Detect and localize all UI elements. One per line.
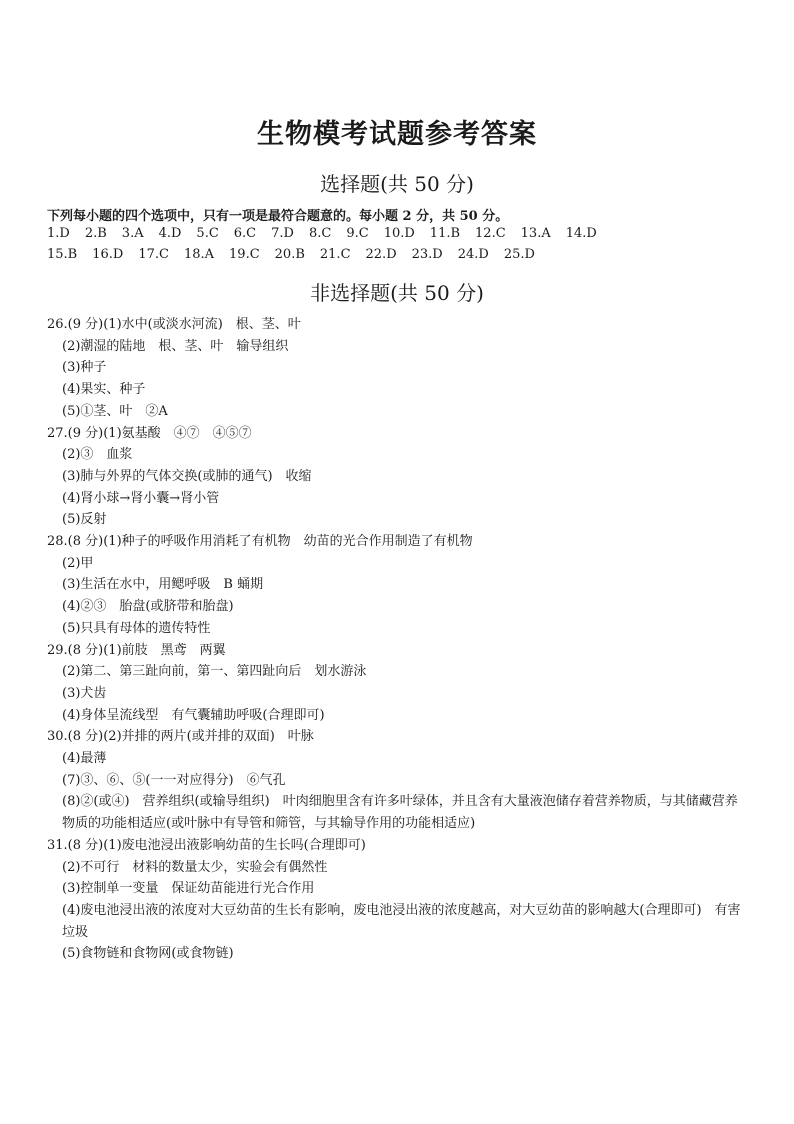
answer-line: (3)种子: [62, 360, 107, 376]
choice-answer: 20.B: [274, 247, 305, 262]
answer-line: (2)第二、第三趾向前，第一、第四趾向后 划水游泳: [62, 664, 367, 680]
choice-answer: 23.D: [411, 247, 443, 262]
answer-line: (4)②③ 胎盘(或脐带和胎盘): [62, 599, 234, 615]
choice-answer: 12.C: [475, 226, 506, 241]
answer-line: (3)控制单一变量 保证幼苗能进行光合作用: [62, 881, 315, 897]
answer-line: (2)③ 血浆: [62, 447, 133, 463]
question-head: 29.(8 分)(1)前肢 黑鸢 两翼: [47, 642, 226, 658]
choice-answer: 19.C: [229, 247, 260, 262]
section-heading-choice: 选择题(共 50 分): [320, 172, 474, 196]
answer-line: (3)犬齿: [62, 685, 107, 701]
answer-paragraph: (4)废电池浸出液的浓度对大豆幼苗的生长有影响，废电池浸出液的浓度越高，对大豆幼苗的影响越大(合理即可) 有害垃圾: [62, 902, 741, 940]
choice-answer: 17.C: [138, 247, 169, 262]
answer-line: (3)生活在水中，用鳃呼吸 B 蛹期: [62, 577, 264, 593]
choice-answer: 24.D: [457, 247, 489, 262]
choice-answer: 1.D: [47, 226, 70, 241]
choice-answer: 10.D: [383, 226, 415, 241]
choice-answers-row-2: [47, 247, 550, 262]
choice-answer: 6.C: [233, 226, 257, 241]
choice-answer: 21.C: [319, 247, 351, 262]
answer-line: (4)身体呈流线型 有气囊辅助呼吸(合理即可): [62, 707, 325, 723]
choice-answer: 2.B: [84, 226, 107, 241]
answer-line: (2)不可行 材料的数量太少，实验会有偶然性: [62, 859, 328, 875]
question-head: 26.(9 分)(1)水中(或淡水河流) 根、茎、叶: [47, 317, 301, 332]
choice-answer: 4.D: [158, 226, 182, 241]
answer-line: (5)反射: [62, 512, 107, 528]
choice-answer: 9.C: [346, 226, 369, 241]
nonchoice-answers: [47, 314, 747, 965]
choice-instruction: 下列每小题的四个选项中，只有一项是最符合题意的。每小题 2 分，共 50 分。: [47, 209, 509, 224]
answer-line: (2)甲: [62, 555, 94, 571]
question-30: [47, 726, 747, 835]
question-head: 27.(9 分)(1)氨基酸 ④⑦ ④⑤⑦: [47, 425, 252, 441]
answer-line: (7)③、⑥、⑤(一一对应得分) ⑥气孔: [62, 772, 286, 788]
answer-line: (4)最薄: [62, 751, 107, 767]
choice-answer: 3.A: [121, 226, 144, 241]
choice-answer: 15.B: [47, 247, 78, 262]
question-head: 31.(8 分)(1)废电池浸出液影响幼苗的生长吗(合理即可): [47, 837, 366, 853]
answer-line: (4)果实、种子: [62, 382, 146, 398]
answer-line: (5)食物链和食物网(或食物链): [62, 946, 234, 962]
choice-answer: 13.A: [520, 226, 551, 241]
answer-line: (2)潮湿的陆地 根、茎、叶 输导组织: [62, 338, 289, 354]
choice-answer: 5.C: [196, 226, 219, 241]
answer-line: (4)肾小球→肾小囊→肾小管: [62, 490, 220, 506]
choice-answer: 16.D: [92, 247, 124, 262]
answer-paragraph: (8)②(或④) 营养组织(或输导组织) 叶肉细胞里含有许多叶绿体，并且含有大量液泡储存着营养物质，与其储藏营养物质的功能相适应(或叶脉中有导管和筛管，与其输导作用的功能相适应): [62, 794, 738, 832]
choice-answers-row-1: [47, 226, 612, 241]
question-26: [47, 314, 747, 423]
choice-answer: 7.D: [271, 226, 294, 241]
answer-line: (3)肺与外界的气体交换(或肺的通气) 收缩: [62, 468, 312, 484]
question-28: [47, 531, 747, 640]
page-title: 生物模考试题参考答案: [257, 119, 537, 150]
question-head: 30.(8 分)(2)并排的两片(或并排的双面) 叶脉: [47, 729, 314, 745]
question-29: [47, 640, 747, 727]
choice-answer: 8.C: [308, 226, 332, 241]
choice-answer: 14.D: [565, 226, 597, 241]
question-27: [47, 423, 747, 532]
answer-line: (5)只具有母体的遗传特性: [62, 620, 211, 636]
section-heading-nonchoice: 非选择题(共 50 分): [310, 281, 484, 305]
choice-answer: 11.B: [429, 226, 461, 241]
choice-answer: 22.D: [365, 247, 397, 262]
question-31: [47, 835, 747, 965]
question-head: 28.(8 分)(1)种子的呼吸作用消耗了有机物 幼苗的光合作用制造了有机物: [47, 534, 473, 550]
choice-answer: 18.A: [183, 247, 215, 262]
answer-line: (5)①茎、叶 ②A: [62, 403, 168, 419]
choice-answer: 25.D: [503, 247, 535, 262]
